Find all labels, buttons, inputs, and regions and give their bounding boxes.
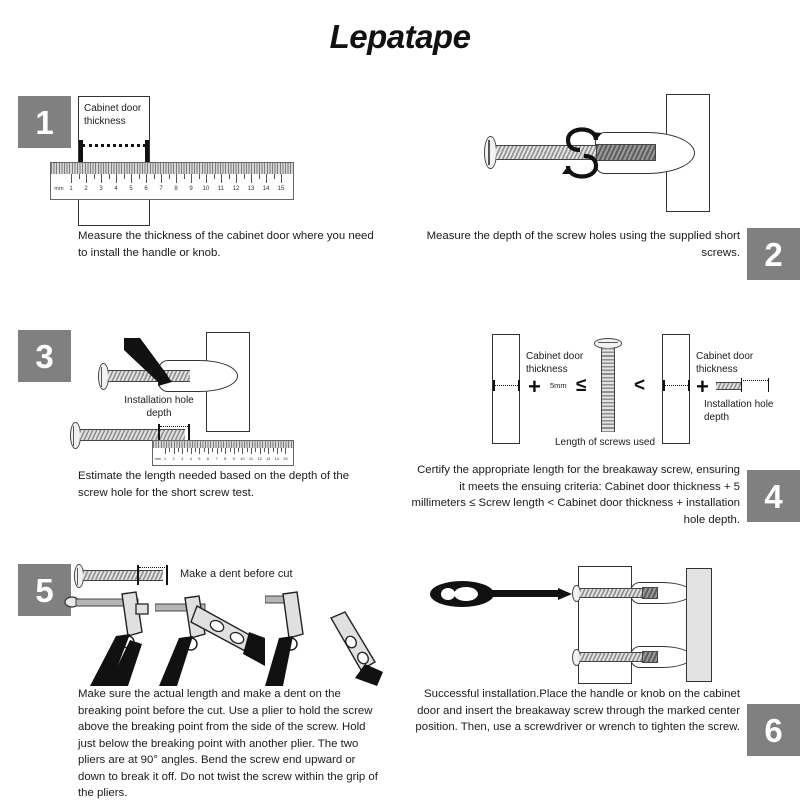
ruler-number: 3 bbox=[99, 186, 103, 192]
ruler-tick-major bbox=[191, 174, 192, 183]
ruler-tick-major bbox=[236, 174, 237, 183]
installation-hole-depth-label: Installation hole depth bbox=[124, 395, 194, 419]
ruler-tick-major bbox=[285, 448, 286, 454]
screw-head-slot bbox=[488, 140, 490, 165]
step-3 bbox=[0, 318, 400, 508]
ruler-tick-major bbox=[251, 448, 252, 454]
ruler-tick-major bbox=[191, 448, 192, 454]
cabinet-door-panel bbox=[578, 566, 632, 684]
ruler-number: 13 bbox=[247, 186, 255, 192]
ruler-tick-major bbox=[242, 448, 243, 454]
ruler-number: 7 bbox=[159, 186, 163, 192]
ruler-tick-major bbox=[251, 174, 252, 183]
ruler-tick-minor bbox=[244, 174, 245, 179]
depth-dotted-line bbox=[160, 426, 188, 427]
ruler-number: 9 bbox=[232, 456, 235, 461]
ruler-tick-minor bbox=[281, 448, 282, 452]
ruler-number: 3 bbox=[181, 456, 184, 461]
ruler-tick-major bbox=[234, 448, 235, 454]
ruler-tick-major bbox=[206, 174, 207, 183]
plier-illustration-2 bbox=[155, 590, 265, 686]
ruler-tick-major bbox=[266, 174, 267, 183]
ruler-tick-minor bbox=[221, 448, 222, 452]
ruler-tick-minor bbox=[187, 448, 188, 452]
door-thickness-label: Cabinet door thickness bbox=[84, 103, 142, 127]
plus-sign-1: + bbox=[528, 374, 541, 399]
ruler-number: 5 bbox=[198, 456, 201, 461]
long-screw-head-slot bbox=[73, 426, 74, 446]
plier-illustration-3 bbox=[265, 590, 385, 686]
step-3-caption: Estimate the length needed based on the depth of the screw hole for the short screw test. bbox=[78, 470, 350, 499]
step-badge-2: 2 bbox=[747, 228, 800, 280]
handle-bar bbox=[686, 568, 712, 682]
ruler-tick-major bbox=[221, 174, 222, 183]
ruler-tick-minor bbox=[184, 174, 185, 179]
ruler-number: 4 bbox=[189, 456, 192, 461]
thickness-edge-left-a bbox=[493, 380, 495, 391]
ruler-ticks bbox=[51, 174, 293, 184]
ruler-tick-minor bbox=[109, 174, 110, 179]
thickness-edge-left-b bbox=[518, 380, 520, 391]
step-badge-4: 4 bbox=[747, 470, 800, 522]
screw-shaft-bottom bbox=[580, 652, 642, 662]
step-2 bbox=[400, 88, 800, 278]
ruler-number: 15 bbox=[277, 186, 285, 192]
plier-svg-2 bbox=[155, 590, 265, 686]
vertical-screw-shaft bbox=[601, 348, 615, 432]
ruler-tick-major bbox=[174, 448, 175, 454]
dent-dotted-line bbox=[139, 567, 165, 568]
screwdriver-svg bbox=[430, 574, 580, 614]
ruler-tick-major bbox=[199, 448, 200, 454]
ruler-tick-minor bbox=[264, 448, 265, 452]
ruler-number: 2 bbox=[84, 186, 88, 192]
ruler-tick-major bbox=[165, 448, 166, 454]
ruler-numbers bbox=[51, 186, 293, 196]
ruler-number: 4 bbox=[114, 186, 118, 192]
ruler-number: 15 bbox=[283, 456, 288, 461]
ruler-tick-minor bbox=[154, 174, 155, 179]
ruler-tick-major bbox=[182, 448, 183, 454]
step-badge-6: 6 bbox=[747, 704, 800, 756]
ruler-number: 9 bbox=[189, 186, 193, 192]
ruler-number: 14 bbox=[262, 186, 270, 192]
dent-mark-start bbox=[137, 565, 139, 585]
step-1 bbox=[0, 88, 400, 268]
ruler-tick-major bbox=[146, 174, 147, 183]
ruler-tick-minor bbox=[169, 174, 170, 179]
ruler-number: 2 bbox=[172, 456, 175, 461]
screwdriver-icon bbox=[430, 574, 580, 614]
ruler-tick-minor bbox=[178, 448, 179, 452]
ruler-gradient-band bbox=[153, 441, 293, 448]
step-badge-3: 3 bbox=[18, 330, 71, 382]
ruler-tick-minor bbox=[195, 448, 196, 452]
ruler-tick-minor bbox=[94, 174, 95, 179]
ruler-number: 12 bbox=[257, 456, 262, 461]
ruler-tick-minor bbox=[255, 448, 256, 452]
vertical-screw-slot bbox=[598, 342, 618, 343]
hole-depth-mark-end bbox=[768, 378, 769, 392]
ruler-tick-minor bbox=[212, 448, 213, 452]
ruler-tick-minor bbox=[230, 448, 231, 452]
ruler-tick-major bbox=[281, 174, 282, 183]
installation-hole-depth-label: Installation hole depth bbox=[704, 399, 774, 423]
step-5-caption: Make sure the actual length and make a dent on the breaking point before the cut. Use a plier to hold the screw above the breaking point from the side of the screw. Hold just below the breaking point with another plier. The two pliers are at 90° angles. Bend the screw end upward or down to break it off. Do not twist the screw within the grip of the pliers. bbox=[78, 688, 378, 800]
ruler-tick-major bbox=[217, 448, 218, 454]
ruler-tick-major bbox=[260, 448, 261, 454]
make-a-dent-note: Make a dent before cut bbox=[180, 568, 293, 580]
ruler-number: 14 bbox=[274, 456, 280, 461]
ruler-tick-major bbox=[277, 448, 278, 454]
ruler-tick-major bbox=[176, 174, 177, 183]
less-equal-operator: ≤ bbox=[576, 375, 587, 396]
marker-pen-icon bbox=[118, 336, 178, 392]
ruler-tick-minor bbox=[259, 174, 260, 179]
ruler-tick-major bbox=[131, 174, 132, 183]
step-4-illustration bbox=[400, 318, 800, 458]
ruler-tick-minor bbox=[79, 174, 80, 179]
ruler-number: 6 bbox=[206, 456, 210, 461]
ruler-tick-minor bbox=[273, 448, 274, 452]
step-badge-5: 5 bbox=[18, 564, 71, 616]
ruler-number: 8 bbox=[174, 186, 178, 192]
door-panel-right bbox=[662, 334, 690, 444]
step-5 bbox=[0, 552, 400, 800]
ruler-number: 11 bbox=[248, 456, 254, 461]
ruler-unit-label: mm bbox=[154, 456, 162, 461]
ruler-tick-minor bbox=[139, 174, 140, 179]
ruler-number: 8 bbox=[224, 456, 227, 461]
ruler-number: 1 bbox=[163, 456, 167, 461]
ruler-tick-minor bbox=[238, 448, 239, 452]
ruler-number: 5 bbox=[129, 186, 133, 192]
ruler-number: 10 bbox=[240, 456, 245, 461]
ruler bbox=[152, 440, 294, 466]
step-4 bbox=[400, 318, 800, 526]
ruler-number: 7 bbox=[215, 456, 218, 461]
reference-screw-shaft bbox=[83, 570, 163, 581]
small-screw-shaft bbox=[716, 382, 742, 390]
plier-svg-1 bbox=[64, 590, 164, 686]
ruler-tick-major bbox=[116, 174, 117, 183]
step-1-caption: Measure the thickness of the cabinet door where you need to install the handle or knob. bbox=[78, 230, 374, 259]
ruler-tick-major bbox=[101, 174, 102, 183]
door-panel-left bbox=[492, 334, 520, 444]
thickness-edge-right-a bbox=[663, 380, 665, 391]
thickness-dotted-right bbox=[664, 385, 688, 386]
less-than-operator: < bbox=[634, 375, 646, 396]
ruler-tick-major bbox=[86, 174, 87, 183]
thickness-dotted-left bbox=[494, 385, 518, 386]
reference-screw-slot bbox=[77, 568, 78, 585]
plus-sign-2: + bbox=[696, 374, 709, 399]
step-2-illustration bbox=[400, 88, 800, 218]
ruler-number: 6 bbox=[144, 186, 148, 192]
hole-depth-dotted-line bbox=[743, 380, 768, 381]
ruler-number: 10 bbox=[202, 186, 210, 192]
ruler-tick-minor bbox=[204, 448, 205, 452]
step-6 bbox=[400, 552, 800, 792]
ruler-tick-major bbox=[161, 174, 162, 183]
ruler-number: 12 bbox=[232, 186, 240, 192]
step-badge-1: 1 bbox=[18, 96, 71, 148]
plier-illustration-1 bbox=[64, 590, 164, 686]
step-3-illustration bbox=[0, 318, 400, 468]
rotation-arrow-icon bbox=[552, 118, 608, 188]
ruler-tick-minor bbox=[124, 174, 125, 179]
screw-tip-bottom bbox=[642, 651, 658, 663]
ruler-tick-minor bbox=[247, 448, 248, 452]
door-lower-face bbox=[78, 200, 150, 226]
ruler-numbers bbox=[153, 456, 293, 464]
screw-shaft-top bbox=[580, 588, 642, 598]
offset-5mm-label: 5mm bbox=[550, 381, 567, 390]
ruler-number: 1 bbox=[69, 186, 73, 192]
ruler-number: 11 bbox=[217, 186, 225, 192]
cabinet-door-thickness-label-right: Cabinet door thickness bbox=[696, 351, 754, 375]
dent-mark-end bbox=[166, 565, 168, 585]
cabinet-door-thickness-label-left: Cabinet door thickness bbox=[526, 351, 584, 375]
step-6-illustration bbox=[400, 552, 800, 687]
ruler-tick-minor bbox=[229, 174, 230, 179]
step-1-illustration bbox=[0, 88, 400, 228]
screw-head-slot bbox=[101, 367, 102, 387]
plier-svg-3 bbox=[265, 590, 385, 686]
ruler-gradient-band bbox=[51, 163, 293, 174]
ruler-number: 13 bbox=[265, 456, 271, 461]
screw-tip-top bbox=[642, 587, 658, 599]
thickness-dotted-line bbox=[82, 144, 146, 147]
ruler-tick-major bbox=[71, 174, 72, 183]
ruler-tick-major bbox=[268, 448, 269, 454]
ruler bbox=[50, 162, 294, 200]
step-2-caption: Measure the depth of the screw holes using the supplied short screws. bbox=[426, 230, 740, 259]
ruler-tick-minor bbox=[199, 174, 200, 179]
length-of-screws-label: Length of screws used bbox=[554, 437, 656, 448]
ruler-unit-label: mm bbox=[54, 186, 64, 192]
ruler-tick-minor bbox=[214, 174, 215, 179]
ruler-tick-minor bbox=[274, 174, 275, 179]
ruler-tick-major bbox=[225, 448, 226, 454]
step-4-caption: Certify the appropriate length for the breakaway screw, ensuring it meets the ensuing criteria: Cabinet door thickness + 5 millimeters ≤ Screw length < Cabinet door thickness + installation hole depth. bbox=[411, 464, 740, 526]
step-6-caption: Successful installation.Place the handle or knob on the cabinet door and insert the breakaway screw through the marked center position. Then, use a screwdriver or wrench to tighten the screw. bbox=[415, 688, 740, 734]
thickness-edge-right-b bbox=[688, 380, 690, 391]
ruler-tick-minor bbox=[169, 448, 170, 452]
ruler-ticks bbox=[153, 448, 293, 455]
step-5-illustration bbox=[0, 552, 400, 687]
ruler-tick-major bbox=[208, 448, 209, 454]
page-title: Lepatape bbox=[329, 18, 471, 55]
